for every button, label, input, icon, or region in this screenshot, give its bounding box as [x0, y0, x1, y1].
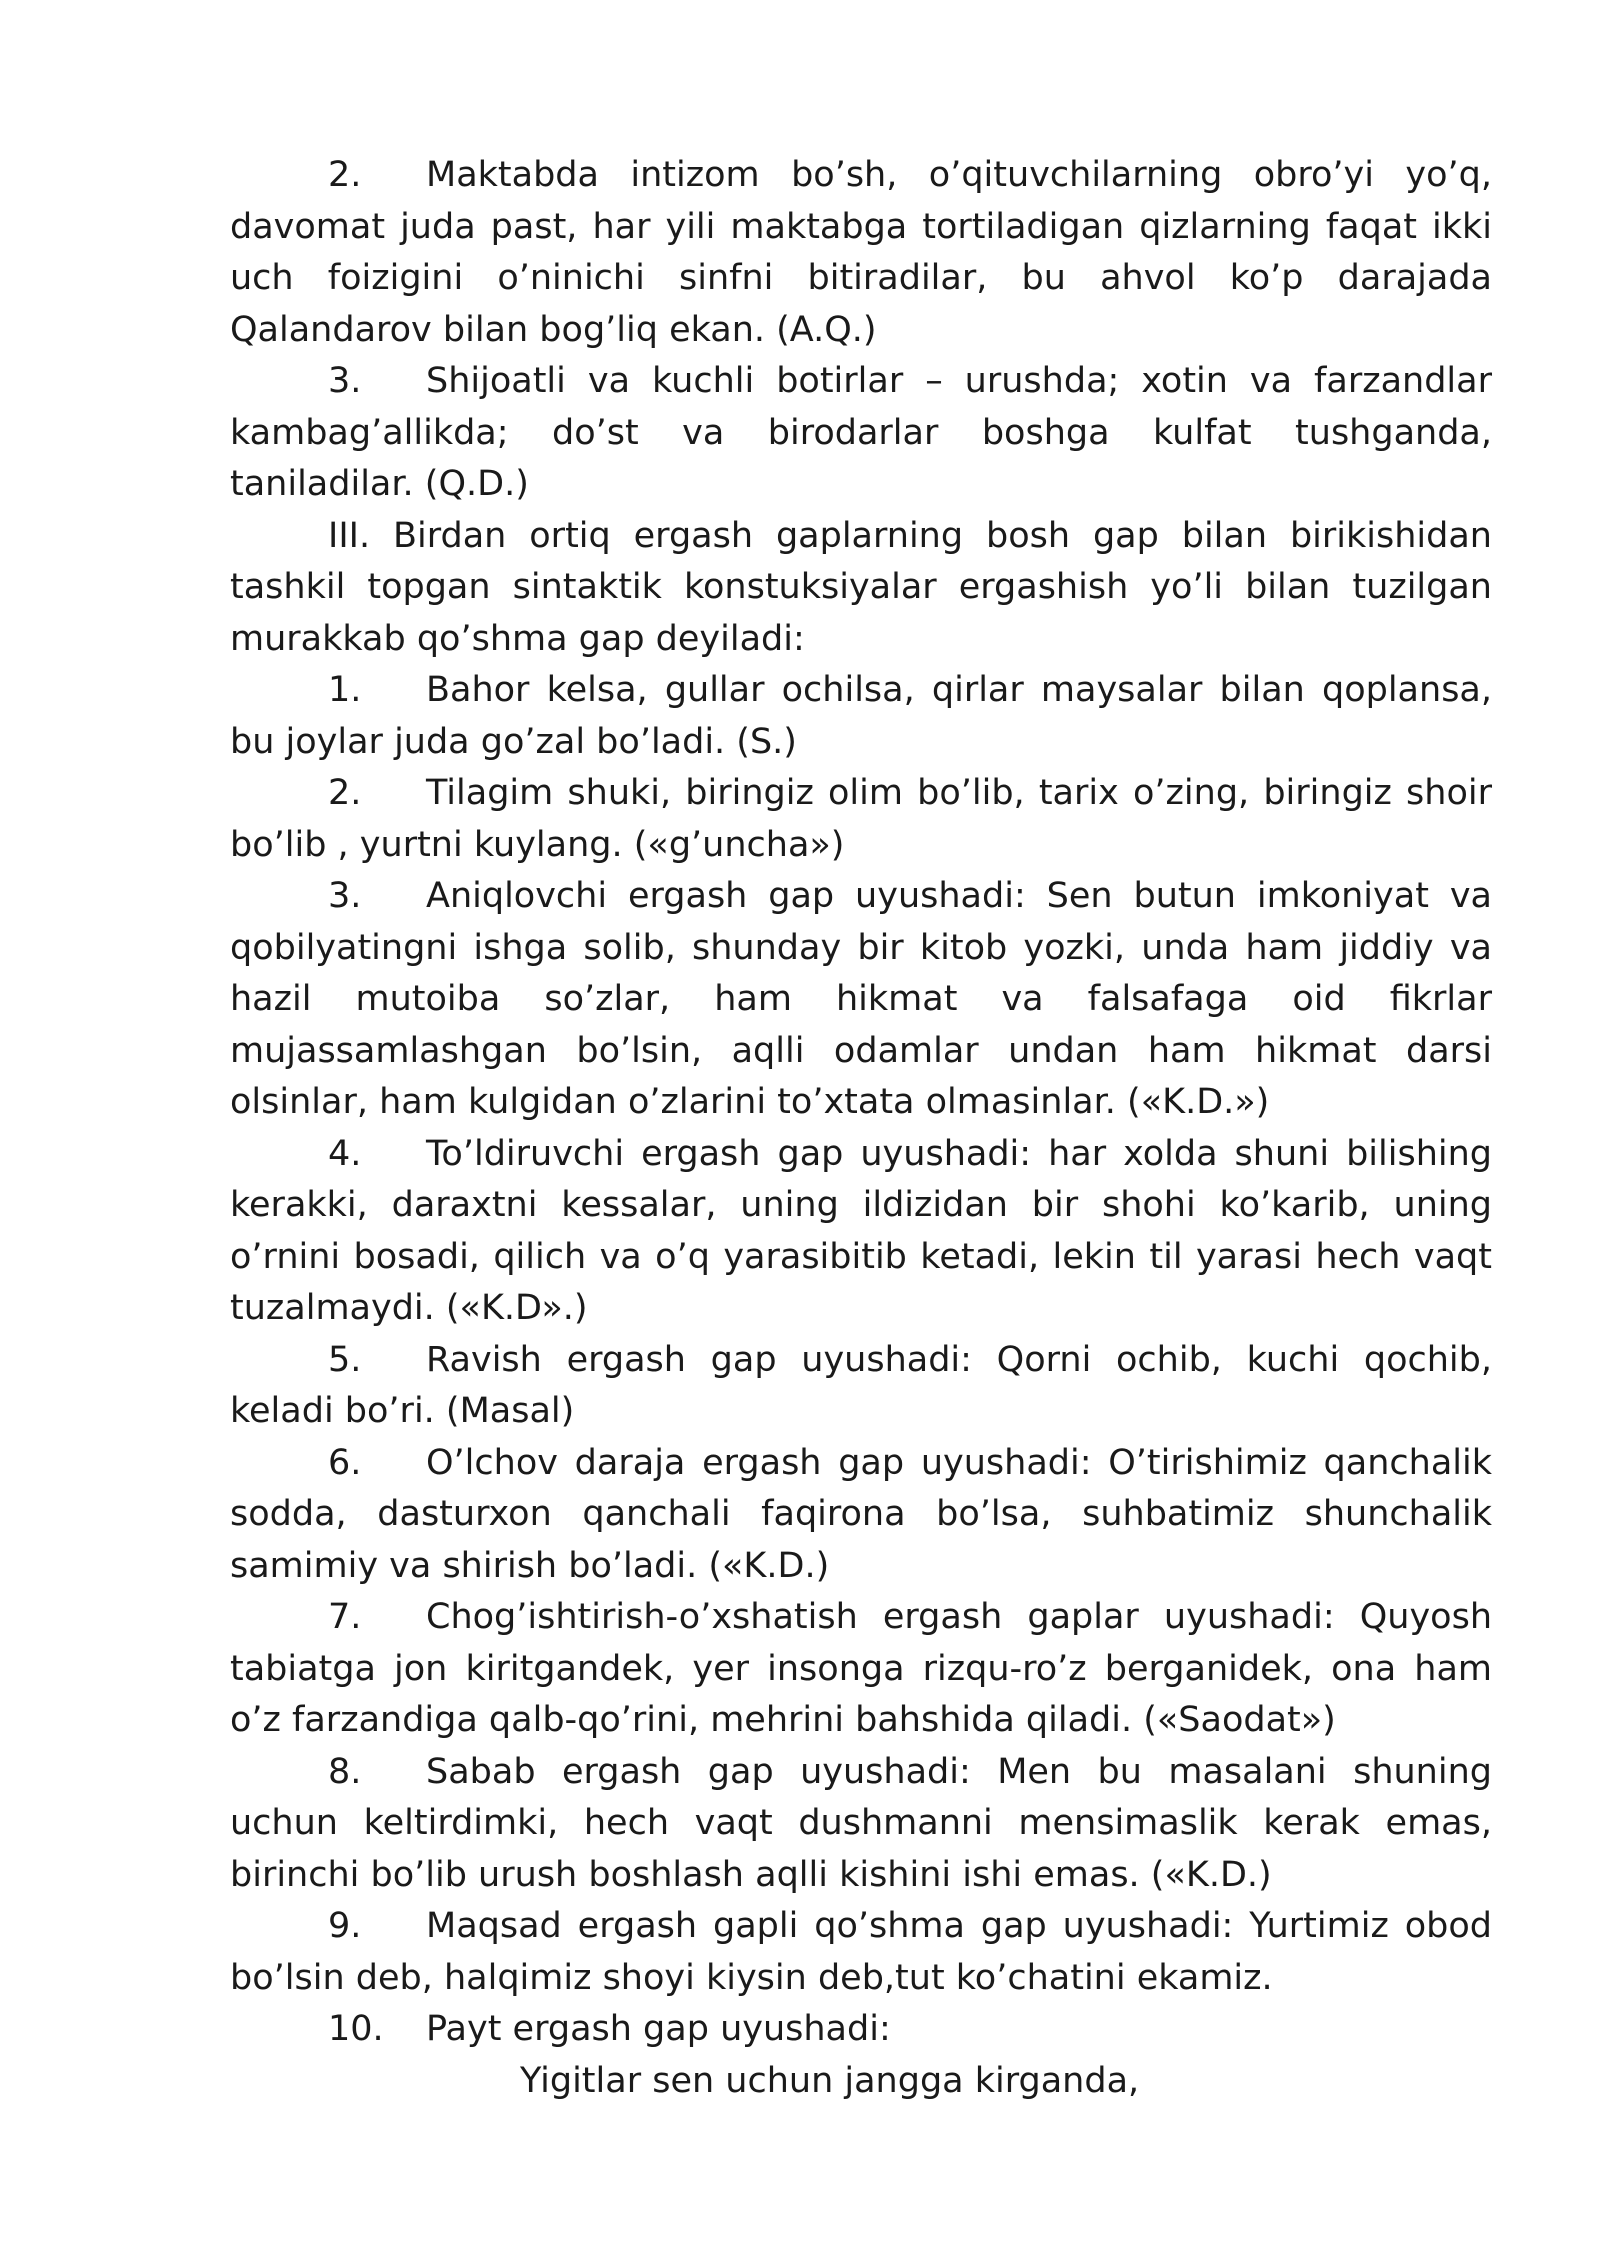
list-item [230, 1335, 1492, 1438]
list-item [230, 1129, 1492, 1335]
item-text: Payt ergash gap uyushadi: [426, 2009, 891, 2049]
item-number: 3. [328, 361, 362, 401]
item-number: 4. [328, 1133, 362, 1174]
item-number: 3. [328, 876, 362, 916]
list-item [230, 1901, 1492, 2004]
item-number: 5. [328, 1339, 362, 1380]
list-item [230, 1438, 1492, 1593]
item-number: 10. [328, 2009, 384, 2049]
list-item [230, 1747, 1492, 1902]
item-number: 6. [328, 1442, 362, 1483]
item-text: Maqsad ergash gapli qo’shma gap uyushadi: Yurtimiz obod bo’lsin deb, halqimiz shoyi kiysin deb,tut ko’chatini ekamiz. [230, 1906, 1492, 1998]
item-number: 1. [328, 670, 362, 710]
list-item [230, 665, 1492, 768]
item-text: Tilagim shuki, biringiz olim bo’lib, tarix o’zing, biringiz shoir bo’lib , yurtni kuylang. («g’uncha») [230, 773, 1492, 865]
item-text: O’lchov daraja ergash gap uyushadi: O’tirishimiz qanchalik sodda, dasturxon qanchali faqirona bo’lsa, suhbatimiz shunchalik samimiy va shirish bo’ladi. («K.D.) [230, 1442, 1492, 1586]
item-text: Maktabda intizom bo’sh, o’qituvchilarning obro’yi yo’q, davomat juda past, har yili maktabga tortiladigan qizlarning faqat ikki uch foizigini o’ninichi sinfni bitiradilar, bu ahvol ko’p darajada Qalandarov bilan bog’liq ekan. (A.Q.) [230, 155, 1492, 350]
item-number: 9. [328, 1906, 362, 1946]
item-text: Shijoatli va kuchli botirlar – urushda; xotin va farzandlar kambag’allikda; do’st va birodarlar boshga kulfat tushganda, taniladilar. (Q.D.) [230, 361, 1492, 504]
item-text: To’ldiruvchi ergash gap uyushadi: har xolda shuni bilishing kerakki, daraxtni kessalar, uning ildizidan bir shohi ko’karib, uning o’rnini bosadi, qilich va o’q yarasibitib ketadi, lekin til yarasi hech vaqt tuzalmaydi. («K.D».) [230, 1133, 1492, 1328]
document-page [230, 150, 1492, 2107]
list-item [230, 1592, 1492, 1747]
verse-line: Yigitlar sen uchun jangga kirganda, [520, 2060, 1140, 2101]
list-item [230, 356, 1492, 511]
item-text: Ravish ergash gap uyushadi: Qorni ochib, kuchi qochib, keladi bo’ri. (Masal) [230, 1339, 1492, 1431]
list-item [230, 871, 1492, 1129]
list-item [230, 150, 1492, 356]
list-item [230, 768, 1492, 871]
item-text: Chog’ishtirish-o’xshatish ergash gaplar uyushadi: Quyosh tabiatga jon kiritgandek, yer insonga rizqu-ro’z berganidek, ona ham o’z farzandiga qalb-qo’rini, mehrini bahshida qiladi. («Saodat») [230, 1597, 1492, 1740]
item-number: 2. [328, 773, 362, 813]
item-text: Sabab ergash gap uyushadi: Men bu masalani shuning uchun keltirdimki, hech vaqt dushmanni mensimaslik kerak emas, birinchi bo’lib urush boshlash aqlli kishini ishi emas. («K.D.) [230, 1751, 1492, 1895]
item-number: 2. [328, 155, 362, 195]
item-text: Aniqlovchi ergash gap uyushadi: Sen butun imkoniyat va qobilyatingni ishga solib, shunday bir kitob yozki, unda ham jiddiy va hazil mutoiba so’zlar, ham hikmat va falsafaga oid fikrlar mujassamlashgan bo’lsin, aqlli odamlar undan ham hikmat darsi olsinlar, ham kulgidan o’zlarini to’xtata olmasinlar. («K.D.») [230, 876, 1492, 1122]
item-number: 8. [328, 1751, 362, 1792]
item-number: 7. [328, 1597, 362, 1637]
list-item [230, 2004, 1492, 2056]
section-definition: III. Birdan ortiq ergash gaplarning bosh gap bilan birikishidan tashkil topgan sintaktik konstuksiyalar ergashish yo’li bilan tuzilgan murakkab qo’shma gap deyiladi: [230, 515, 1492, 659]
item-text: Bahor kelsa, gullar ochilsa, qirlar maysalar bilan qoplansa, bu joylar juda go’zal bo’ladi. (S.) [230, 670, 1492, 762]
